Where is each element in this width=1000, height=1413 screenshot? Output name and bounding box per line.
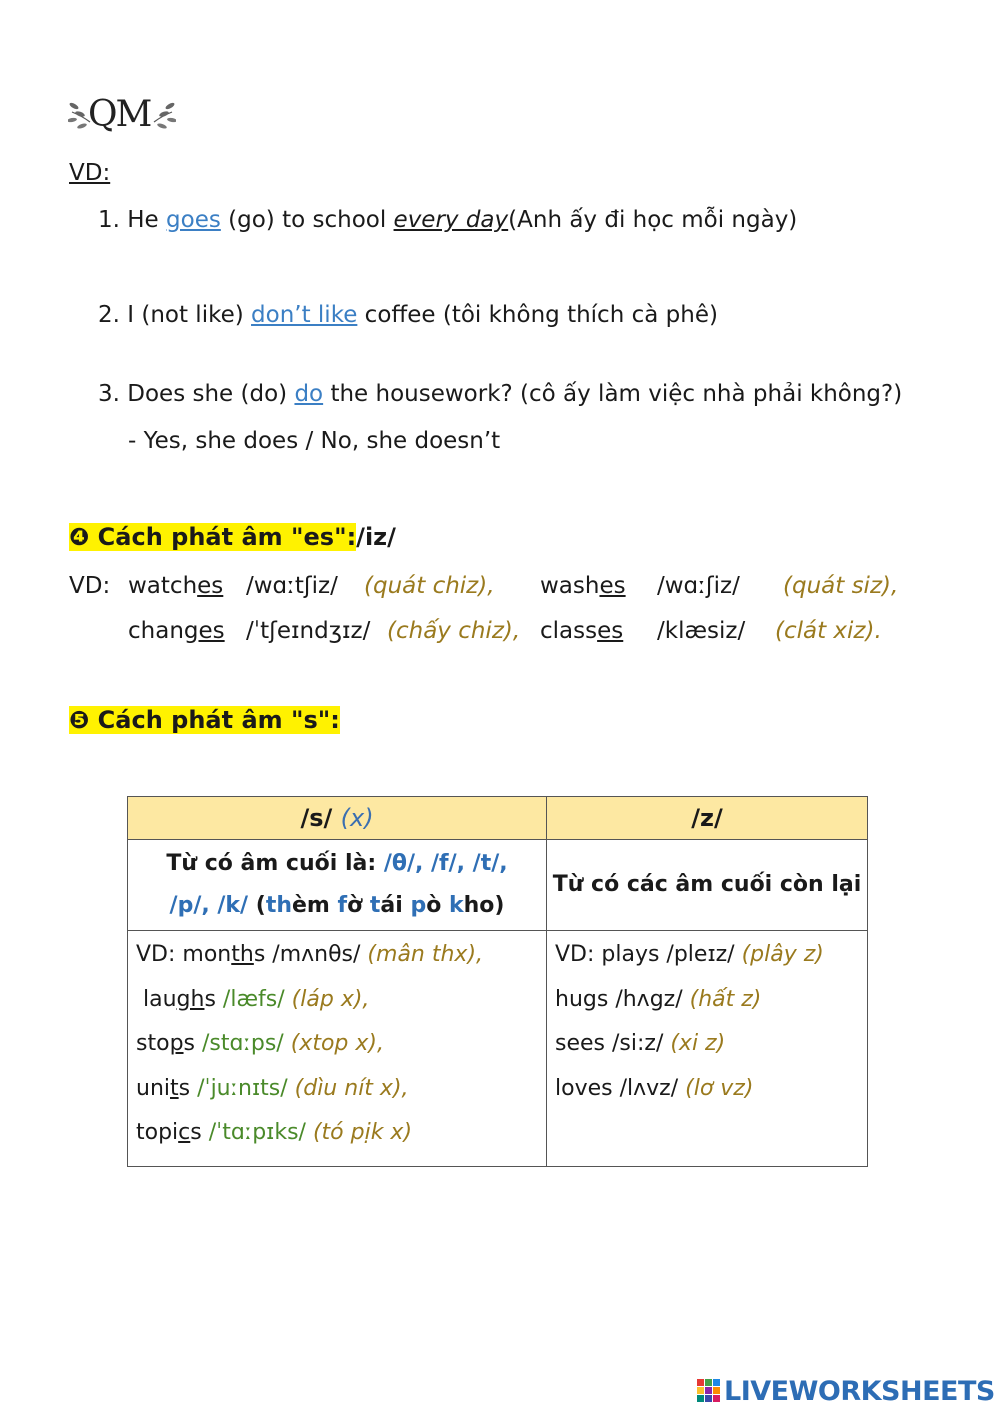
mnemonic-segment: ( (255, 893, 266, 918)
es-gloss: (quát siz), (783, 573, 899, 599)
es-gloss: (chấy chiz), (387, 618, 521, 644)
list-item: stops /stɑːps/ (xtop x), (136, 1031, 384, 1056)
list-item: VD: plays /pleɪz/ (plây z) (555, 942, 824, 967)
mnemonic-segment: th (265, 893, 292, 918)
s-examples-cell (128, 931, 547, 1167)
es-word: classes (540, 618, 624, 644)
mnemonic-segment: p (410, 893, 427, 918)
logo-text: QM (88, 94, 151, 135)
example-number: 2. (98, 302, 120, 328)
example-2 (98, 302, 718, 328)
es-ipa: /wɑːtʃiz/ (246, 573, 338, 599)
z-rule-cell: Từ có các âm cuối còn lại (547, 840, 868, 931)
section-heading-highlight: ❺ Cách phát âm "s": (69, 706, 340, 734)
mnemonic-segment: ờ (347, 893, 370, 918)
mnemonic-segment: f (337, 893, 348, 918)
example-text: I (not like) (127, 302, 244, 328)
list-item: topics /ˈtɑːpɪks/ (tó pịk x) (136, 1120, 413, 1145)
answer-link[interactable]: don’t like (251, 302, 358, 328)
list-item: hugs /hʌgz/ (hất z) (555, 986, 762, 1012)
qm-logo (68, 92, 176, 144)
example-number: 3. (98, 381, 120, 407)
es-ipa: /ˈtʃeɪndʒɪz/ (246, 618, 371, 644)
example-3 (98, 381, 902, 407)
example-1 (98, 207, 797, 233)
column-header-z: /z/ (547, 797, 868, 840)
list-item: units /ˈjuːnɪts/ (dìu nít x), (136, 1075, 409, 1101)
example-number: 1. (98, 207, 120, 233)
mnemonic-segment: t (369, 893, 381, 918)
section-heading-highlight: ❹ Cách phát âm "es": (69, 523, 357, 551)
mnemonic-segment: ho) (463, 893, 505, 918)
z-examples-cell (547, 931, 868, 1167)
es-word: changes (128, 618, 225, 644)
es-vd-label: VD: (69, 573, 111, 599)
es-ipa: /klæsiz/ (657, 618, 746, 644)
s-rule-sounds: /p/, /k/ (169, 893, 249, 918)
example-text: (go) to school (228, 207, 387, 233)
list-item: VD: months /mʌnθs/ (mân thx), (136, 942, 484, 967)
list-item: sees /si:z/ (xi z) (555, 1031, 726, 1056)
es-gloss: (quát chiz), (364, 573, 495, 599)
example-3-reply: - Yes, she does / No, she doesn’t (128, 428, 501, 454)
es-ipa: /wɑːʃiz/ (657, 573, 740, 599)
mnemonic-segment: ò (426, 893, 449, 918)
brand-text: LIVEWORKSHEETS (724, 1376, 995, 1407)
answer-link[interactable]: goes (166, 207, 221, 233)
s-rule-prefix: Từ có âm cuối là: (166, 851, 377, 876)
section-ipa: /iz/ (356, 523, 396, 551)
column-header-s: /s/ (x) (128, 797, 547, 840)
vd-label: VD: (69, 160, 111, 186)
example-translation: coffee (tôi không thích cà phê) (364, 302, 718, 328)
section-4-heading (69, 523, 396, 551)
es-word: watches (128, 573, 224, 599)
s-rule-sounds: /θ/, /f/, /t/, (383, 851, 508, 876)
example-text: He (127, 207, 159, 233)
s-rule-cell (128, 840, 547, 931)
liveworksheets-icon (696, 1378, 722, 1408)
mnemonic-segment: k (448, 893, 464, 918)
example-translation: (Anh ấy đi học mỗi ngày) (508, 207, 798, 233)
answer-link[interactable]: do (294, 381, 324, 407)
mnemonic-segment: ái (380, 893, 411, 918)
es-gloss: (clát xiz). (775, 618, 882, 644)
es-word: washes (540, 573, 626, 599)
s-rule-mnemonic (256, 893, 505, 918)
list-item: laughs /læfs/ (láp x), (143, 986, 370, 1012)
column-hint: (x) (340, 804, 374, 832)
example-translation: the housework? (cô ấy làm việc nhà phải không?) (330, 381, 903, 407)
section-5-heading (69, 706, 340, 734)
s-pronunciation-table (127, 796, 868, 1167)
list-item: loves /lʌvz/ (lơ vz) (555, 1075, 754, 1101)
mnemonic-segment: èm (292, 893, 338, 918)
example-text: Does she (do) (127, 381, 288, 407)
time-phrase: every day (393, 207, 509, 233)
